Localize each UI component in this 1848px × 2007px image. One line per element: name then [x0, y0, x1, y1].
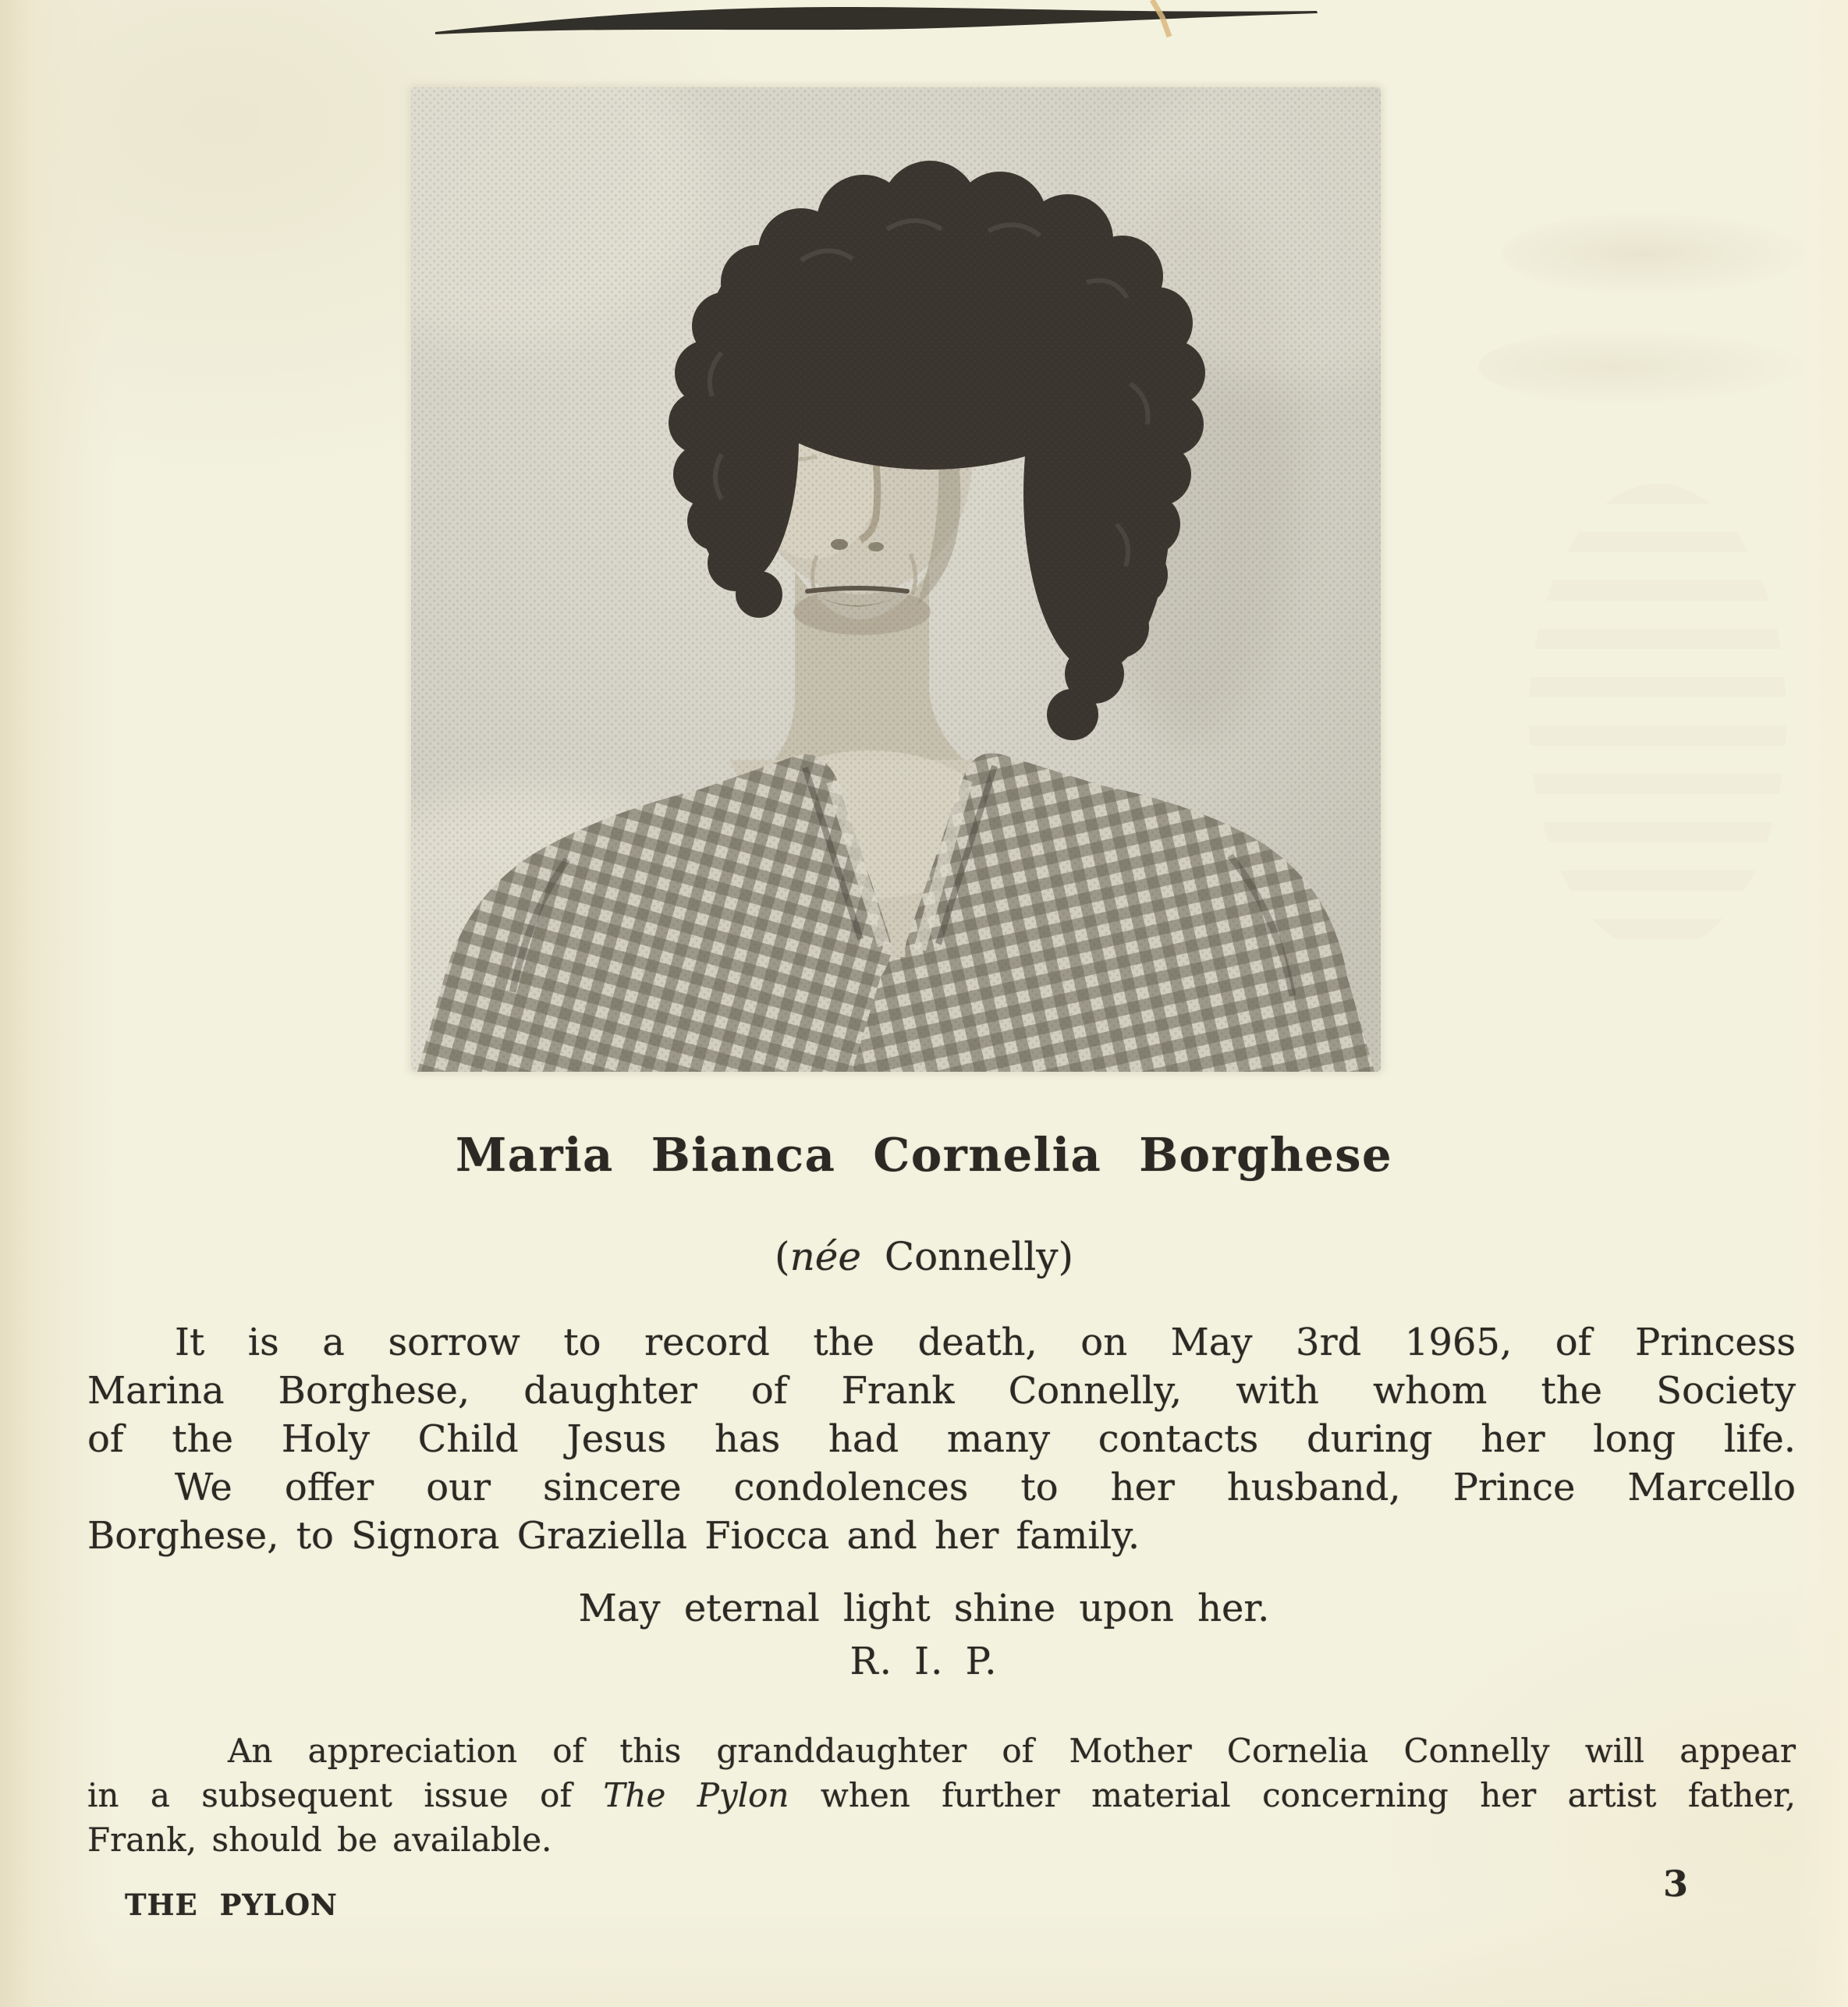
- subtitle-surname: Connelly): [884, 1234, 1073, 1279]
- obituary-subtitle: [0, 1234, 1848, 1279]
- paragraph-line: We offer our sincere condolences to her husband, Prince Marcello: [175, 1466, 1796, 1509]
- footer-journal-name: THE PYLON: [125, 1888, 338, 1922]
- obituary-body: [87, 1318, 1796, 1560]
- tapered-rule: [435, 7, 1318, 34]
- paragraph-line: It is a sorrow to record the death, on May 3rd 1965, of Princess: [175, 1321, 1796, 1364]
- bleed-through-ghost: [1502, 211, 1814, 296]
- subtitle-open-paren: (: [775, 1234, 790, 1279]
- portrait-photo-art: [411, 87, 1381, 1072]
- subtitle-nee: née: [789, 1234, 861, 1279]
- note-line2-pre: in a subsequent issue of: [87, 1776, 604, 1814]
- dedication-line: May eternal light shine upon her.: [578, 1587, 1270, 1630]
- page-number: 3: [1662, 1863, 1688, 1905]
- bleed-through-ghost: [1529, 484, 1786, 952]
- top-rule-mark: [0, 0, 1848, 55]
- editor-note: [87, 1729, 1796, 1862]
- paragraph-line: of the Holy Child Jesus has had many contacts during her long life.: [87, 1417, 1796, 1461]
- bleed-through-ghost: [1478, 328, 1814, 406]
- halftone-overlay: [411, 87, 1381, 1072]
- note-line2-post: when further material concerning her artist father,: [789, 1776, 1797, 1814]
- paragraph-line: Marina Borghese, daughter of Frank Connelly, with whom the Society: [87, 1369, 1796, 1413]
- obituary-title: Maria Bianca Cornelia Borghese: [455, 1128, 1393, 1182]
- note-line2-journal-title: The Pylon: [603, 1776, 789, 1814]
- rip-line: R. I. P.: [850, 1640, 998, 1683]
- portrait-photo: [411, 87, 1381, 1072]
- note-line: [87, 1773, 1796, 1817]
- note-line: An appreciation of this granddaughter of Mother Cornelia Connelly will appear: [228, 1732, 1796, 1770]
- paragraph-line: Borghese, to Signora Graziella Fiocca and her family.: [87, 1514, 1140, 1558]
- note-line: Frank, should be available.: [87, 1821, 552, 1859]
